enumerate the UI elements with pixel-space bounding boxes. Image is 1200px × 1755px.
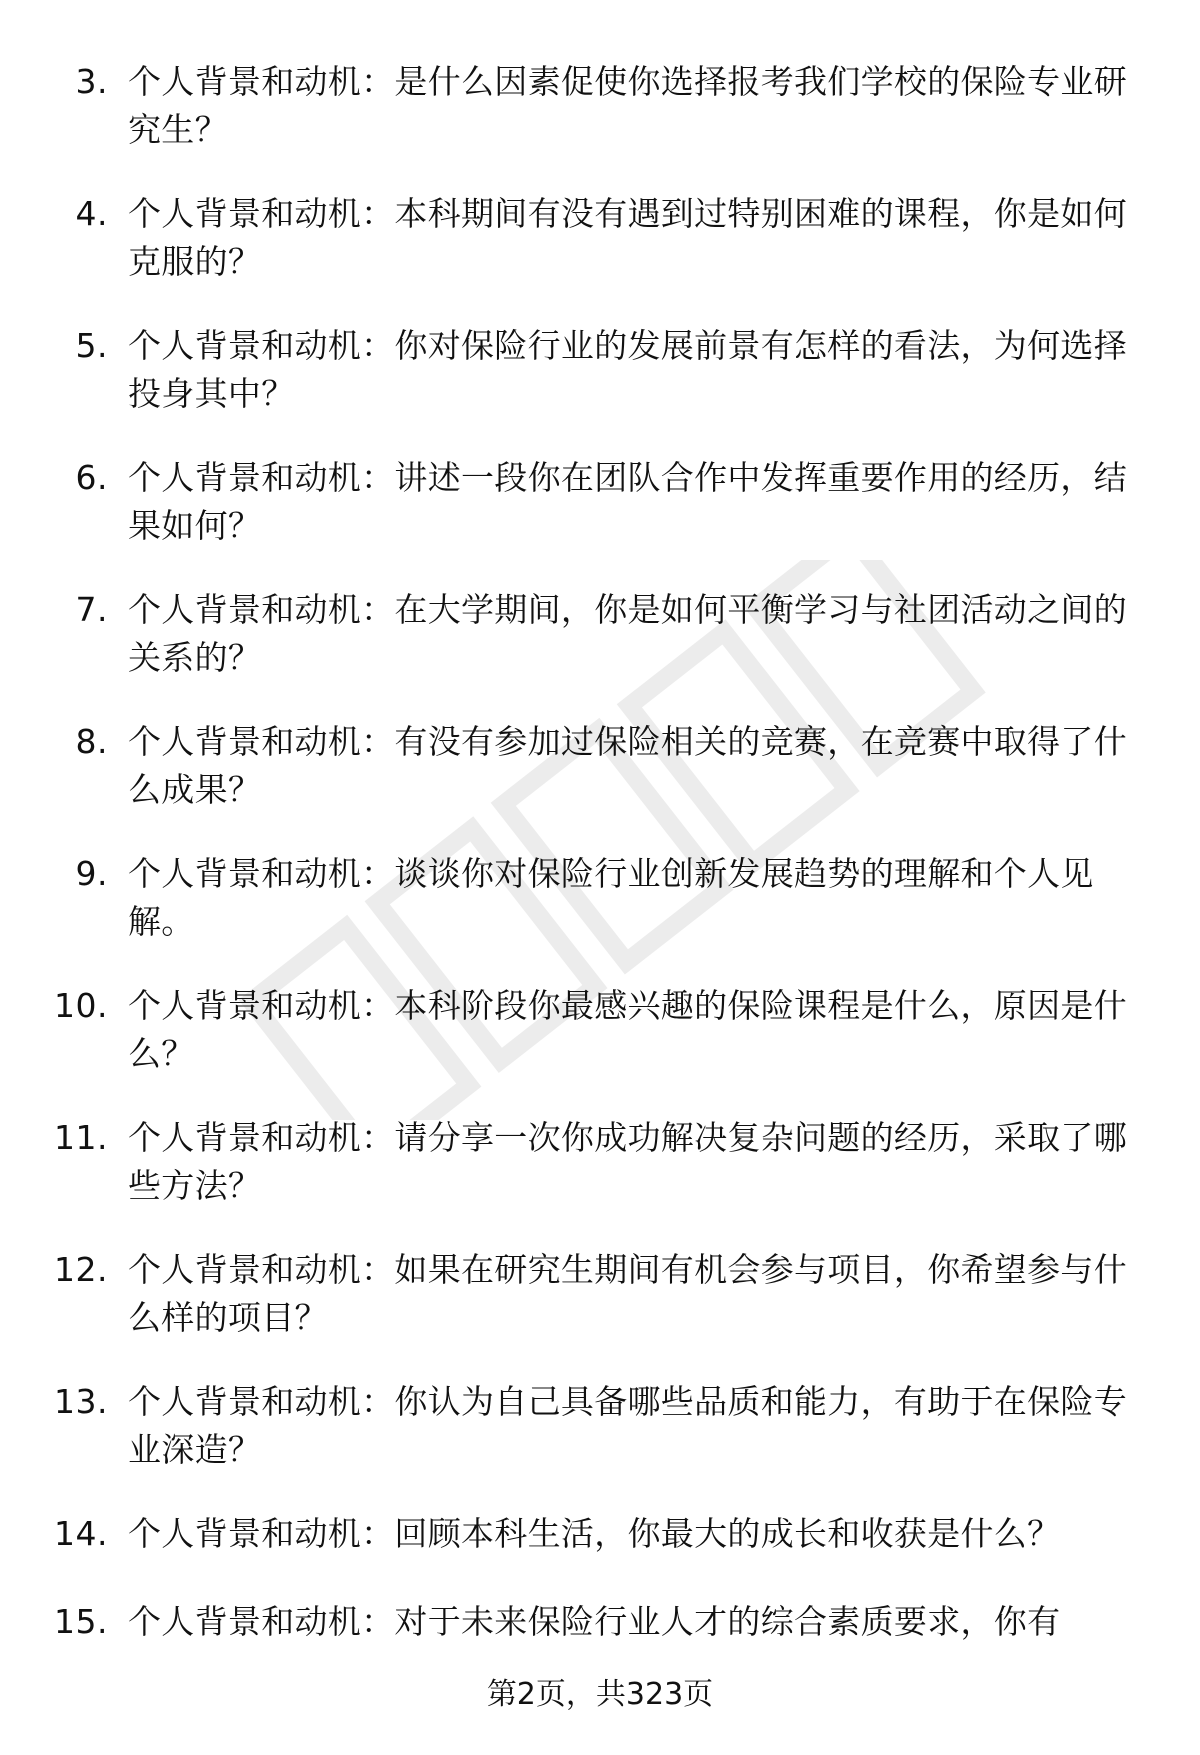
question-number: 10. xyxy=(54,986,108,1025)
question-number: 6. xyxy=(75,458,108,497)
list-item xyxy=(0,58,1200,190)
question-text: 个人背景和动机：谈谈你对保险行业创新发展趋势的理解和个人见解。 xyxy=(128,854,1094,941)
question-number: 15. xyxy=(54,1602,108,1641)
list-item xyxy=(0,586,1200,718)
question-number: 3. xyxy=(75,62,108,101)
question-number: 8. xyxy=(75,722,108,761)
question-number: 11. xyxy=(54,1118,108,1157)
list-item xyxy=(0,718,1200,850)
list-item xyxy=(0,454,1200,586)
question-text: 个人背景和动机：回顾本科生活，你最大的成长和收获是什么？ xyxy=(128,1514,1061,1553)
list-item xyxy=(0,1378,1200,1510)
question-number: 9. xyxy=(75,854,108,893)
question-text: 个人背景和动机：是什么因素促使你选择报考我们学校的保险专业研究生？ xyxy=(128,62,1127,149)
question-number: 4. xyxy=(75,194,108,233)
question-number: 13. xyxy=(54,1382,108,1421)
question-text: 个人背景和动机：本科阶段你最感兴趣的保险课程是什么，原因是什么？ xyxy=(128,986,1127,1073)
question-number: 14. xyxy=(54,1514,108,1553)
question-text: 个人背景和动机：本科期间有没有遇到过特别困难的课程，你是如何克服的？ xyxy=(128,194,1127,281)
question-text: 个人背景和动机：你认为自己具备哪些品质和能力，有助于在保险专业深造？ xyxy=(128,1382,1127,1469)
question-number: 12. xyxy=(54,1250,108,1289)
question-text: 个人背景和动机：请分享一次你成功解决复杂问题的经历，采取了哪些方法？ xyxy=(128,1118,1127,1205)
question-number: 5. xyxy=(75,326,108,365)
list-item xyxy=(0,322,1200,454)
list-item xyxy=(0,1246,1200,1378)
question-text: 个人背景和动机：对于未来保险行业人才的综合素质要求，你有 xyxy=(128,1602,1061,1641)
question-text: 个人背景和动机：你对保险行业的发展前景有怎样的看法，为何选择投身其中？ xyxy=(128,326,1127,413)
question-text: 个人背景和动机：讲述一段你在团队合作中发挥重要作用的经历，结果如何？ xyxy=(128,458,1127,545)
list-item xyxy=(0,1114,1200,1246)
question-text: 个人背景和动机：在大学期间，你是如何平衡学习与社团活动之间的关系的？ xyxy=(128,590,1127,677)
list-item xyxy=(0,1510,1200,1598)
question-number: 7. xyxy=(75,590,108,629)
question-text: 个人背景和动机：有没有参加过保险相关的竞赛，在竞赛中取得了什么成果？ xyxy=(128,722,1127,809)
question-text: 个人背景和动机：如果在研究生期间有机会参与项目，你希望参与什么样的项目？ xyxy=(128,1250,1127,1337)
question-list xyxy=(0,58,1200,1686)
list-item xyxy=(0,190,1200,322)
page-number-footer: 第2页，共323页 xyxy=(486,1677,714,1712)
list-item xyxy=(0,982,1200,1114)
list-item xyxy=(0,850,1200,982)
